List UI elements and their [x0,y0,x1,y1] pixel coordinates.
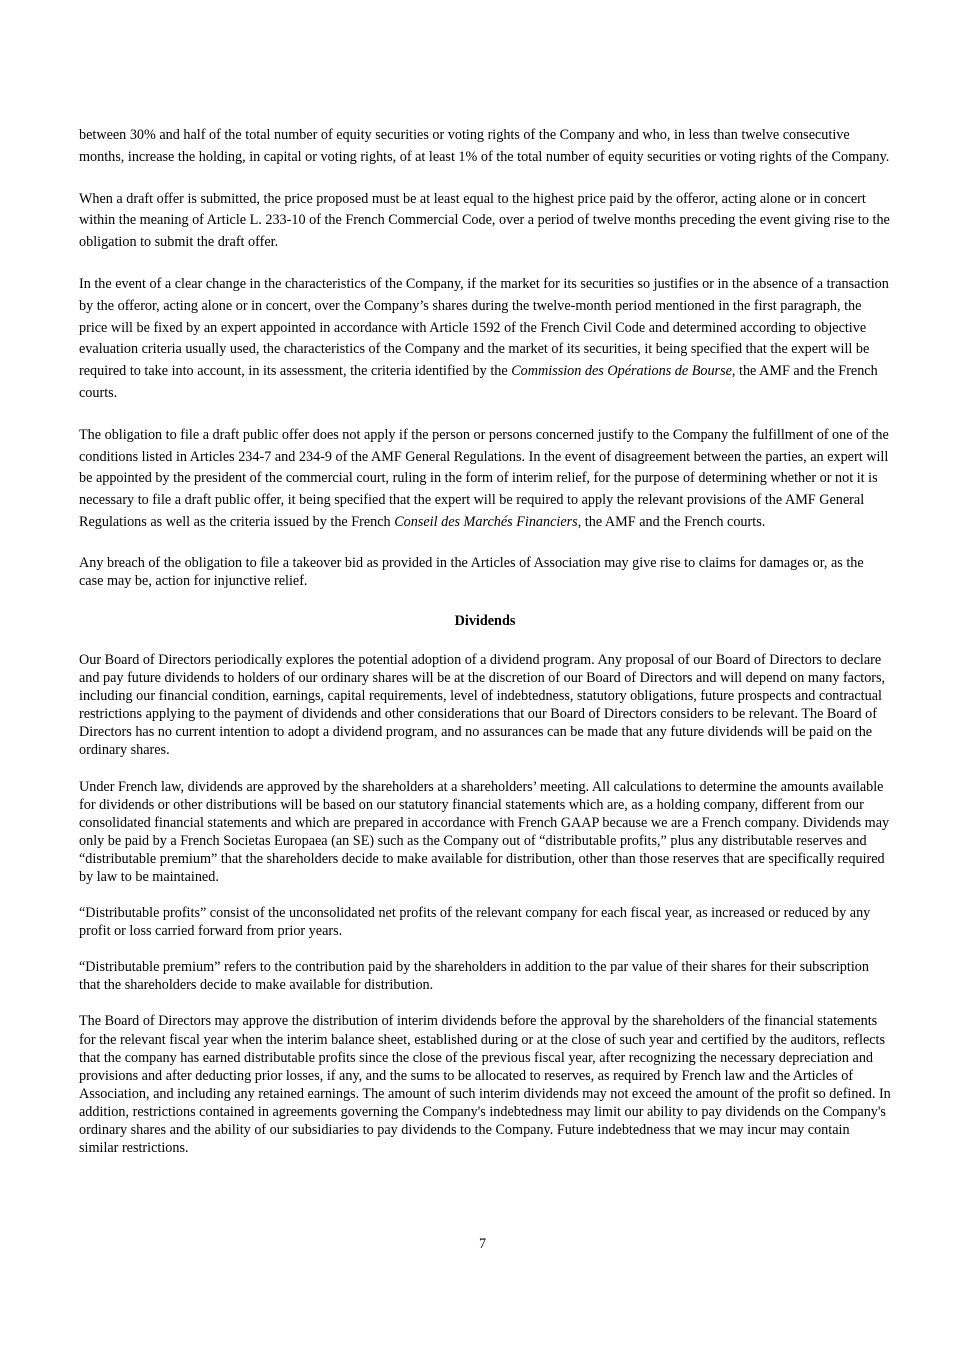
paragraph-interim-dividends: The Board of Directors may approve the distribution of interim dividends before the approval by the shareholders of the financial statements for the relevant fiscal year when the interim balance sheet, established during or at the close of such year and certified by the auditors, reflects that the company has earned distributable profits since the close of the previous fiscal year, after recognizing the necessary depreciation and provisions and after deducting prior losses, if any, and the sums to be allocated to reserves, as required by French law and the Articles of Association, and including any retained earnings. The amount of such interim dividends may not exceed the amount of the profit so defined. In addition, restrictions contained in agreements governing the Company's indebtedness may limit our ability to pay dividends on the Company's ordinary shares and the ability of our subsidiaries to pay dividends to the Company. Future indebtedness that we may incur may contain similar restrictions. [79,1013,891,1157]
paragraph-dividend-program: Our Board of Directors periodically explores the potential adoption of a dividend program. Any proposal of our Board of Directors to declare and pay future dividends to holders of our ordinary shares will be at the discretion of our Board of Directors and will depend on many factors, including our financial condition, earnings, capital requirements, level of indebtedness, statutory obligations, future prospects and contractual restrictions applying to the payment of dividends and other considerations that our Board of Directors considers to be relevant. The Board of Directors has no current intention to adopt a dividend program, and no assurances can be made that any future dividends will be paid on the ordinary shares. [79,651,886,759]
italic-term: Conseil des Marchés Financiers [394,513,578,530]
paragraph-breach-obligation: Any breach of the obligation to file a takeover bid as provided in the Articles of Association may give rise to claims for damages or, as the case may be, action for injunctive relief. [79,554,864,589]
paragraph-text: , the AMF and the French courts. [577,513,766,530]
paragraph-draft-offer-price: When a draft offer is submitted, the price proposed must be at least equal to the highest price paid by the offeror, acting alone or in concert within the meaning of Article L. 233-10 of the French Commercial Code, over a period of twelve months preceding the event giving rise to the obligation to submit the draft offer. [79,190,890,251]
document-body [79,125,891,1157]
paragraph-french-law-dividends: Under French law, dividends are approved by the shareholders at a shareholders’ meeting. All calculations to determine the amounts available for dividends or other distributions will be based on our statutory financial statements which are, as a holding company, different from our consolidated financial statements and which are prepared in accordance with French GAAP because we are a French company. Dividends may only be paid by a French Societas Europaea (an SE) such as the Company out of “distributable profits,” plus any distributable reserves and “distributable premium” that the shareholders decide to make available for distribution, other than those reserves that are specifically required by law to be maintained. [79,778,890,885]
paragraph-text: In the event of a clear change in the characteristics of the Company, if the market for its securities so justifies or in the absence of a transaction by the offeror, acting alone or in concert, over the Company’s shares during the twelve-month period mentioned in the first paragraph, the price will be fixed by an expert appointed in accordance with Article 1592 of the French Civil Code and determined according to objective evaluation criteria usually used, the characteristics of the Company and the market of its securities, it being specified that the expert will be required to take into account, in its assessment, the criteria identified by the [79,275,889,380]
paragraph-text: The obligation to file a draft public offer does not apply if the person or persons concerned justify to the Company the fulfillment of one of the conditions listed in Articles 234-7 and 234-9 of the AMF General Regulations. In the event of disagreement between the parties, an expert will be appointed by the president of the commercial court, ruling in the form of interim relief, for the purpose of determining whether or not it is necessary to file a draft public offer, it being specified that the expert will be required to apply the relevant provisions of the AMF General Regulations as well as the criteria issued by the French [79,426,889,530]
paragraph-distributable-premium: “Distributable premium” refers to the contribution paid by the shareholders in addition to the par value of their shares for their subscription that the shareholders decide to make available for distribution. [79,959,869,994]
italic-term: Commission des Opérations de Bourse [511,363,732,380]
paragraph-offer-exemption [79,425,891,534]
page-number: 7 [478,1236,487,1252]
section-heading-dividends: Dividends [454,612,516,629]
paragraph-text: , the AMF and the French courts. [79,363,878,401]
paragraph-distributable-profits: “Distributable profits” consist of the unconsolidated net profits of the relevant company for each fiscal year, as increased or reduced by any profit or loss carried forward from prior years. [79,905,871,940]
paragraph-holding-threshold: between 30% and half of the total number of equity securities or voting rights of the Company and who, in less than twelve consecutive months, increase the holding, in capital or voting rights, of at least 1% of the total number of equity securities or voting rights of the Company. [79,127,890,165]
paragraph-expert-price-fixing [79,274,891,405]
